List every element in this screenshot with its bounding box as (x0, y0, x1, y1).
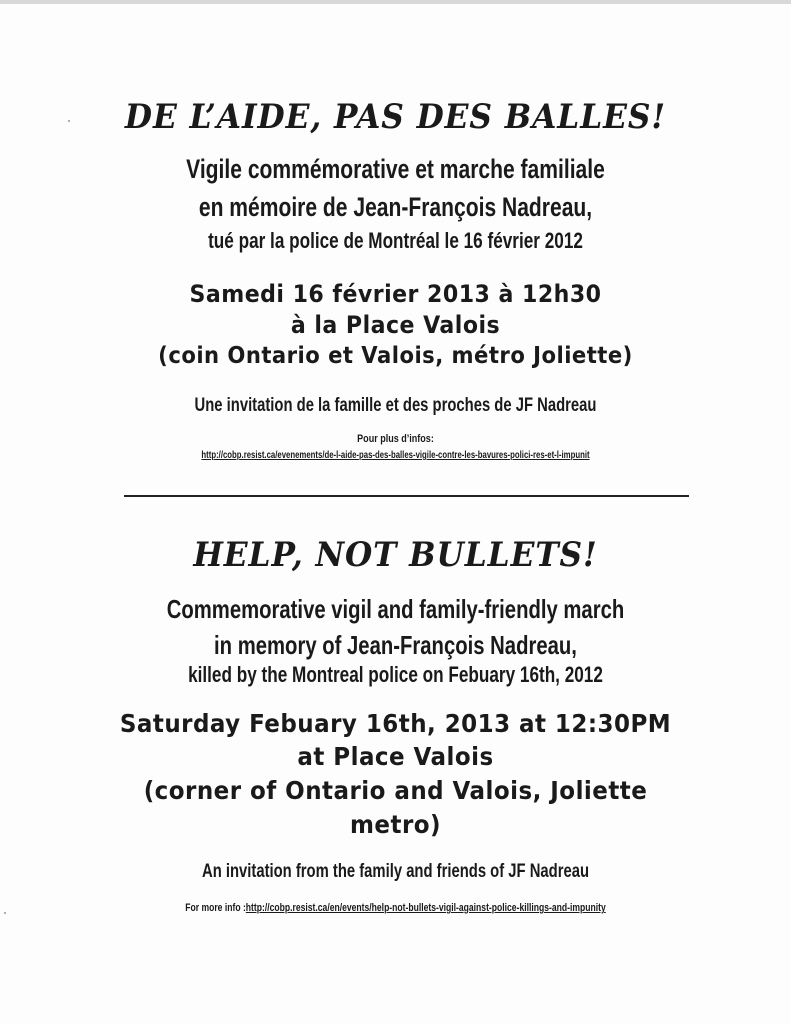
english-subtitle-line-2: in memory of Jean-François Nadreau, (214, 630, 577, 660)
french-event-location: (coin Ontario et Valois, métro Joliette) (158, 343, 633, 369)
french-more-info-label: Pour plus d’infos: (357, 433, 434, 445)
french-event-date: Samedi 16 février 2013 à 12h30 (189, 280, 602, 308)
english-subtitle-line-3: killed by the Montreal police on Febuary 16th, 2012 (188, 662, 603, 687)
english-more-info-link[interactable]: http://cobp.resist.ca/en/events/help-not-bullets-vigil-against-police-killings-and-impunity (245, 902, 606, 914)
french-subtitle-line-1: Vigile commémorative et marche familiale (186, 154, 605, 184)
french-headline: DE L’AIDE, PAS DES BALLES! (124, 97, 667, 137)
english-subtitle-line-1: Commemorative vigil and family-friendly march (166, 594, 625, 624)
english-headline: HELP, NOT BULLETS! (193, 535, 598, 575)
section-divider (124, 495, 689, 497)
english-event-location: (corner of Ontario and Valois, Joliette (143, 776, 648, 805)
english-more-info-label: For more info : (185, 902, 246, 914)
french-event-place: à la Place Valois (290, 311, 501, 339)
scan-speck (4, 912, 6, 914)
english-event-location-cont: metro) (350, 810, 441, 839)
scan-top-edge (0, 0, 791, 4)
french-subtitle-line-3: tué par la police de Montréal le 16 février 2012 (208, 228, 583, 253)
english-more-info (87, 903, 704, 914)
french-subtitle-line-2: en mémoire de Jean-François Nadreau, (198, 192, 593, 222)
english-event-place: at Place Valois (297, 742, 494, 771)
english-event-date: Saturday Febuary 16th, 2013 at 12:30PM (119, 709, 672, 738)
french-more-info-link[interactable]: http://cobp.resist.ca/evenements/de-l-aide-pas-des-balles-vigile-contre-les-bavures-polici-res-et-l-impunit (201, 449, 590, 461)
english-invitation: An invitation from the family and friends of JF Nadreau (201, 861, 590, 882)
french-invitation: Une invitation de la famille et des proches de JF Nadreau (194, 395, 597, 416)
scan-speck (68, 120, 70, 122)
